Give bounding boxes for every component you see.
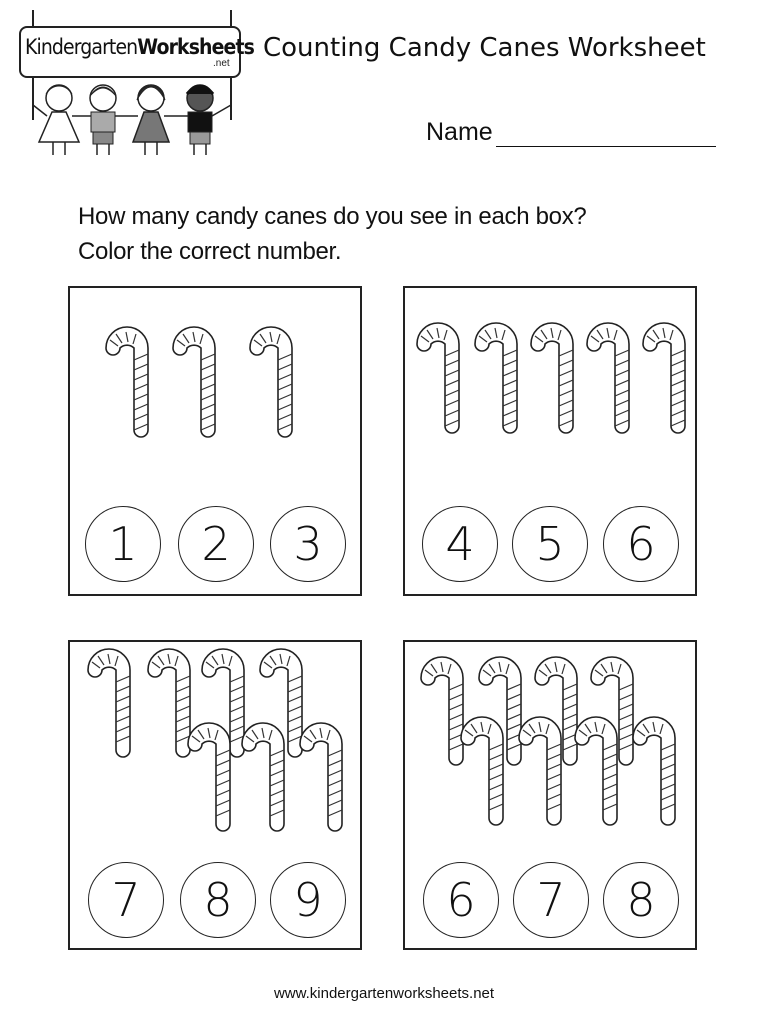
candy-cane-icon (575, 717, 617, 825)
counting-box-1 (68, 286, 362, 596)
number-option[interactable]: 7 (88, 862, 164, 938)
number-option[interactable]: 2 (178, 506, 254, 582)
candy-cane-icon (421, 657, 463, 765)
logo-text-end: Worksheets (137, 35, 254, 59)
candy-cane-icon (475, 323, 517, 433)
counting-box-4 (403, 640, 697, 950)
candy-cane-icon (417, 323, 459, 433)
number-option[interactable]: 4 (422, 506, 498, 582)
candy-canes-group-2 (405, 288, 695, 488)
candy-cane-icon (188, 723, 230, 831)
number-option[interactable]: 3 (270, 506, 346, 582)
number-option[interactable]: 6 (423, 862, 499, 938)
number-option[interactable]: 5 (512, 506, 588, 582)
logo (17, 10, 254, 160)
candy-cane-icon (461, 717, 503, 825)
number-option[interactable]: 7 (513, 862, 589, 938)
counting-box-2 (403, 286, 697, 596)
number-option[interactable]: 1 (85, 506, 161, 582)
number-option[interactable]: 8 (180, 862, 256, 938)
candy-cane-icon (531, 323, 573, 433)
candy-cane-icon (300, 723, 342, 831)
candy-canes-group-1 (70, 288, 360, 488)
candy-cane-icon (88, 649, 130, 757)
candy-cane-icon (633, 717, 675, 825)
logo-text-start: Kindergarten (25, 35, 138, 59)
number-option[interactable]: 9 (270, 862, 346, 938)
candy-cane-icon (106, 327, 148, 437)
candy-cane-icon (519, 717, 561, 825)
logo-text (25, 35, 254, 59)
candy-canes-group-3 (70, 642, 360, 842)
candy-cane-icon (643, 323, 685, 433)
candy-cane-icon (587, 323, 629, 433)
number-option[interactable]: 8 (603, 862, 679, 938)
candy-cane-icon (173, 327, 215, 437)
candy-canes-group-4 (405, 642, 695, 842)
worksheet-title: Counting Candy Canes Worksheet (263, 33, 706, 63)
candy-cane-icon (242, 723, 284, 831)
name-label: Name (426, 118, 493, 146)
logo-suffix: .net (213, 58, 230, 69)
candy-cane-icon (250, 327, 292, 437)
instruction-line-1: How many candy canes do you see in each box? (78, 203, 587, 230)
counting-box-3 (68, 640, 362, 950)
candy-cane-icon (148, 649, 190, 757)
number-option[interactable]: 6 (603, 506, 679, 582)
name-input-line[interactable] (496, 146, 716, 147)
instruction-line-2: Color the correct number. (78, 238, 342, 265)
footer-url: www.kindergartenworksheets.net (273, 985, 495, 1002)
